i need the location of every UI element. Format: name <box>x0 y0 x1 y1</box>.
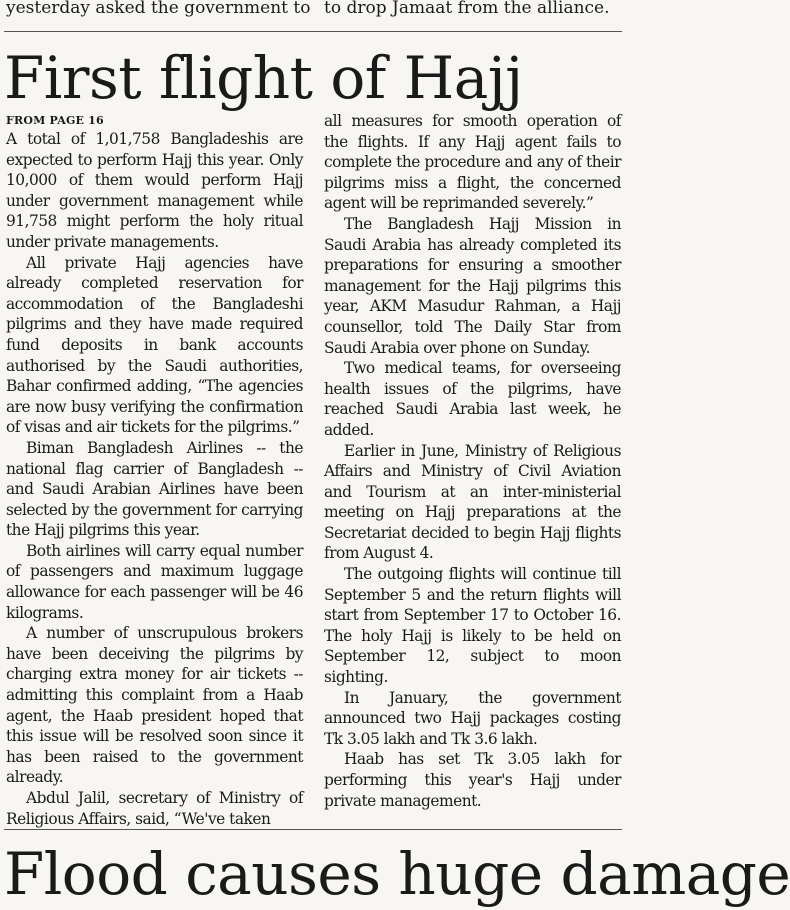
paragraph: A total of 1,01,758 Bangladeshis are expected to perform Hajj this year. Only 10,000 of them would perform Hajj under government management while 91,758 might perform the holy ritual under private managements. <box>6 130 303 251</box>
paragraph: Abdul Jalil, secretary of Ministry of Religious Affairs, said, “We've taken <box>6 789 303 828</box>
paragraph: Earlier in June, Ministry of Religious Affairs and Ministry of Civil Aviation and Tourism at an inter-ministerial meeting on Hajj preparations at the Secretariat decided to begin Hajj flights from August 4. <box>324 441 621 563</box>
right-column <box>324 111 621 811</box>
paragraph: Both airlines will carry equal number of passengers and maximum luggage allowance for each passenger will be 46 kilograms. <box>6 541 303 622</box>
paragraph: The Bangladesh Hajj Mission in Saudi Arabia has already completed its preparations for ensuring a smoother management for the Hajj pilgrims this year, AKM Masudur Rahman, a Hajj counsellor, told The Daily Star from Saudi Arabia over phone on Sunday. <box>324 214 621 357</box>
paragraph: In January, the government announced two Hajj packages costing Tk 3.05 lakh and Tk 3.6 lakh. <box>324 688 621 748</box>
paragraph: The outgoing flights will continue till September 5 and the return flights will start from September 17 to October 16. The holy Hajj is likely to be held on September 12, subject to moon sighting. <box>324 565 621 687</box>
paragraph: A number of unscrupulous brokers have been deceiving the pilgrims by charging extra money for air tickets -- admitting this complaint from a Haab agent, the Haab president hoped that this issue will be resolved soon since it has been raised to the government already. <box>6 624 303 787</box>
bottom-divider <box>4 829 622 830</box>
next-article-strip <box>0 832 790 908</box>
article-headline: First flight of Hajj <box>4 44 523 112</box>
left-column <box>6 114 303 829</box>
previous-article-right-line: to drop Jamaat from the alliance. <box>324 0 610 18</box>
previous-article-left-line: yesterday asked the government to <box>6 0 311 18</box>
paragraph: Haab has set Tk 3.05 lakh for performing this year's Hajj under private management. <box>324 750 621 810</box>
top-divider <box>4 31 622 32</box>
paragraph: All private Hajj agencies have already completed reservation for accommodation of the Bangladeshi pilgrims and they have made required fund deposits in bank accounts authorised by the Saudi authorities, Bahar confirmed adding, “The agencies are now busy verifying the confirmation of visas and air tickets for the pilgrims.” <box>6 253 303 437</box>
previous-article-tail <box>0 0 639 26</box>
article-byline: FROM PAGE 16 <box>6 114 104 127</box>
paragraph: all measures for smooth operation of the flights. If any Hajj agent fails to complete the procedure and any of their pilgrims miss a flight, the concerned agent will be reprimanded severely.” <box>324 112 621 213</box>
next-article-headline: Flood causes huge damage <box>4 840 790 908</box>
paragraph: Biman Bangladesh Airlines -- the national flag carrier of Bangladesh -- and Saudi Arabian Airlines have been selected by the government for carrying the Hajj pilgrims this year. <box>6 438 303 540</box>
paragraph: Two medical teams, for overseeing health issues of the pilgrims, have reached Saudi Arabia last week, he added. <box>324 359 621 439</box>
